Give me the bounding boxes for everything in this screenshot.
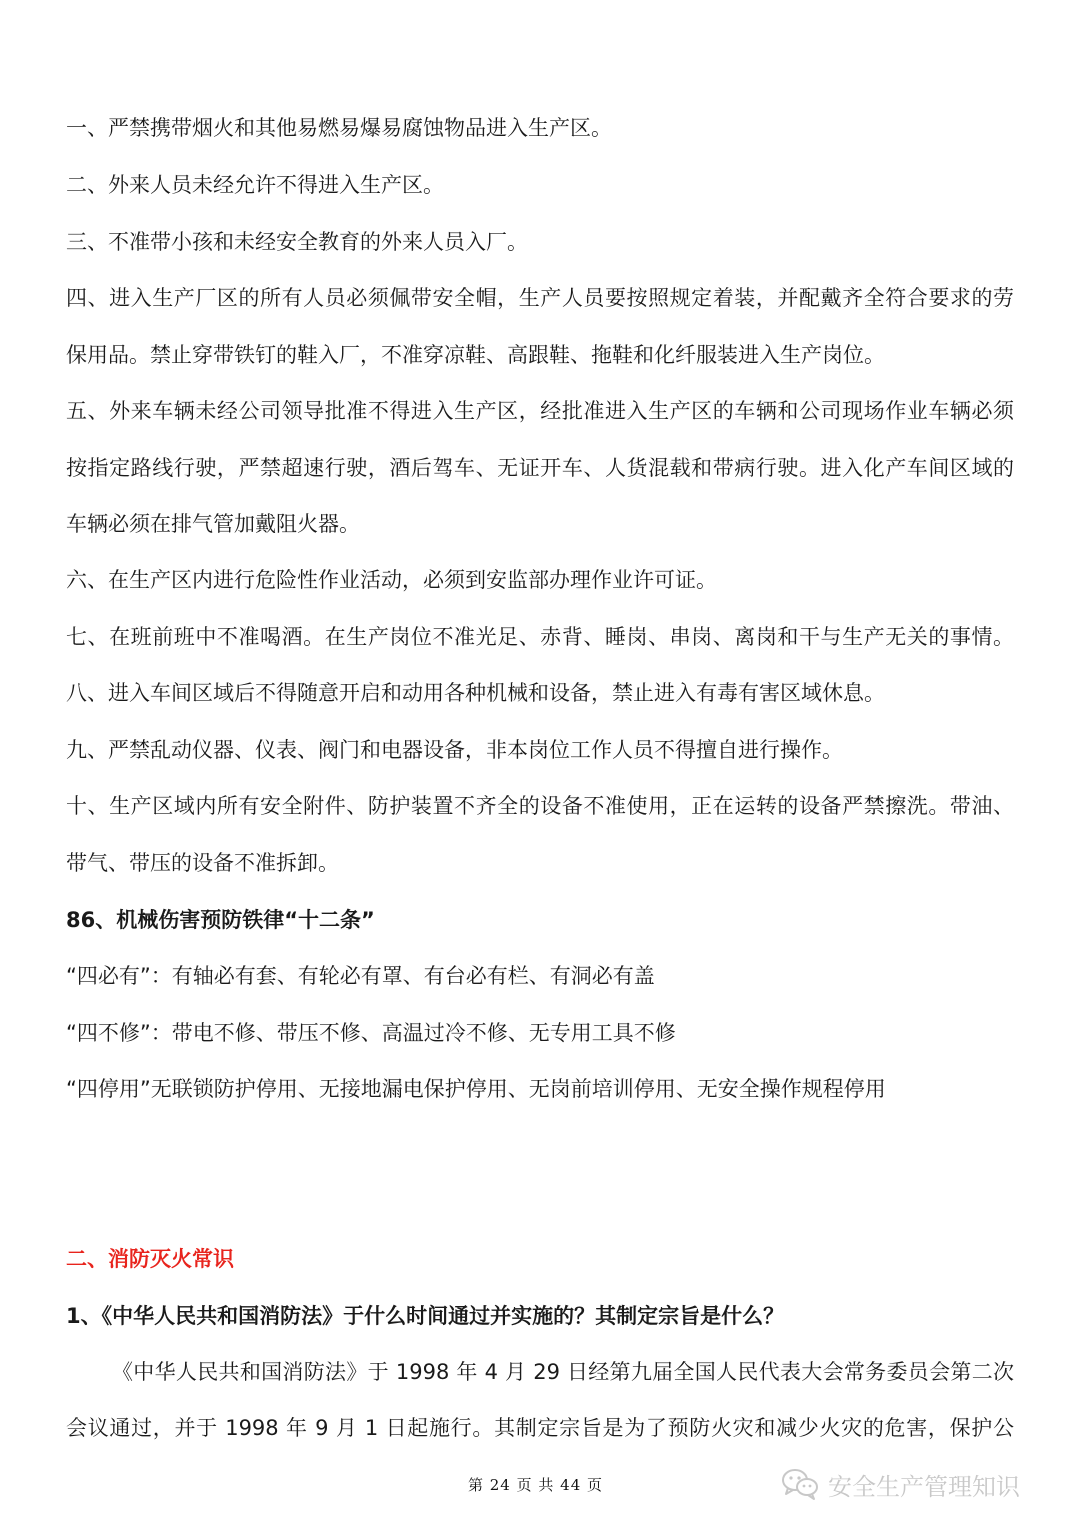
rule-item-4-line-1: 四、进入生产厂区的所有人员必须佩带安全帽，生产人员要按照规定着装，并配戴齐全符合要求的劳	[66, 286, 1014, 310]
watermark-text: 安全生产管理知识	[828, 1472, 1020, 1501]
fire-section-title: 二、消防灭火常识	[66, 1247, 234, 1271]
rule-item-8: 八、进入车间区域后不得随意开启和动用各种机械和设备，禁止进入有毒有害区域休息。	[66, 681, 885, 705]
rule-item-10-line-2: 带气、带压的设备不准拆卸。	[66, 851, 339, 875]
fire-question-heading: 1、《中华人民共和国消防法》于什么时间通过并实施的？其制定宗旨是什么？	[66, 1304, 785, 1328]
rule-item-10-line-1: 十、生产区域内所有安全附件、防护装置不齐全的设备不准使用，正在运转的设备严禁擦洗。带油、	[66, 794, 1014, 818]
rule-item-5-line-1: 五、外来车辆未经公司领导批准不得进入生产区，经批准进入生产区的车辆和公司现场作业车辆必须	[66, 399, 1014, 423]
rule-item-5-line-2: 按指定路线行驶，严禁超速行驶，酒后驾车、无证开车、人货混载和带病行驶。进入化产车间区域的	[66, 456, 1014, 480]
page-footer	[0, 1470, 1080, 1500]
mechanical-item-must-have: “四必有”：有轴必有套、有轮必有罩、有台必有栏、有洞必有盖	[66, 964, 655, 988]
rule-item-4-line-2: 保用品。禁止穿带铁钉的鞋入厂，不准穿凉鞋、高跟鞋、拖鞋和化纤服装进入生产岗位。	[66, 343, 885, 367]
mechanical-item-stop-use: “四停用”无联锁防护停用、无接地漏电保护停用、无岗前培训停用、无安全操作规程停用	[66, 1077, 886, 1101]
page-number: 第 24 页 共 44 页	[468, 1476, 604, 1494]
rule-item-3: 三、不准带小孩和未经安全教育的外来人员入厂。	[66, 230, 528, 254]
rule-item-9: 九、严禁乱动仪器、仪表、阀门和电器设备，非本岗位工作人员不得擅自进行操作。	[66, 738, 843, 762]
rule-item-7: 七、在班前班中不准喝酒。在生产岗位不准光足、赤背、睡岗、串岗、离岗和干与生产无关的事情。	[66, 625, 1014, 649]
watermark	[780, 1464, 1020, 1504]
wechat-icon	[780, 1467, 820, 1501]
fire-answer-line-1: 《中华人民共和国消防法》于 1998 年 4 月 29 日经第九届全国人民代表大会常务委员会第二次	[112, 1360, 1014, 1384]
mechanical-heading: 86、机械伤害预防铁律“十二条”	[66, 908, 375, 932]
rule-item-5-line-3: 车辆必须在排气管加戴阻火器。	[66, 512, 360, 536]
rule-item-6: 六、在生产区内进行危险性作业活动，必须到安监部办理作业许可证。	[66, 568, 717, 592]
fire-answer-line-2: 会议通过，并于 1998 年 9 月 1 日起施行。其制定宗旨是为了预防火灾和减少火灾的危害，保护公	[66, 1416, 1014, 1440]
rule-item-1: 一、严禁携带烟火和其他易燃易爆易腐蚀物品进入生产区。	[66, 116, 612, 140]
mechanical-item-no-repair: “四不修”：带电不修、带压不修、高温过冷不修、无专用工具不修	[66, 1021, 676, 1045]
rule-item-2: 二、外来人员未经允许不得进入生产区。	[66, 173, 444, 197]
